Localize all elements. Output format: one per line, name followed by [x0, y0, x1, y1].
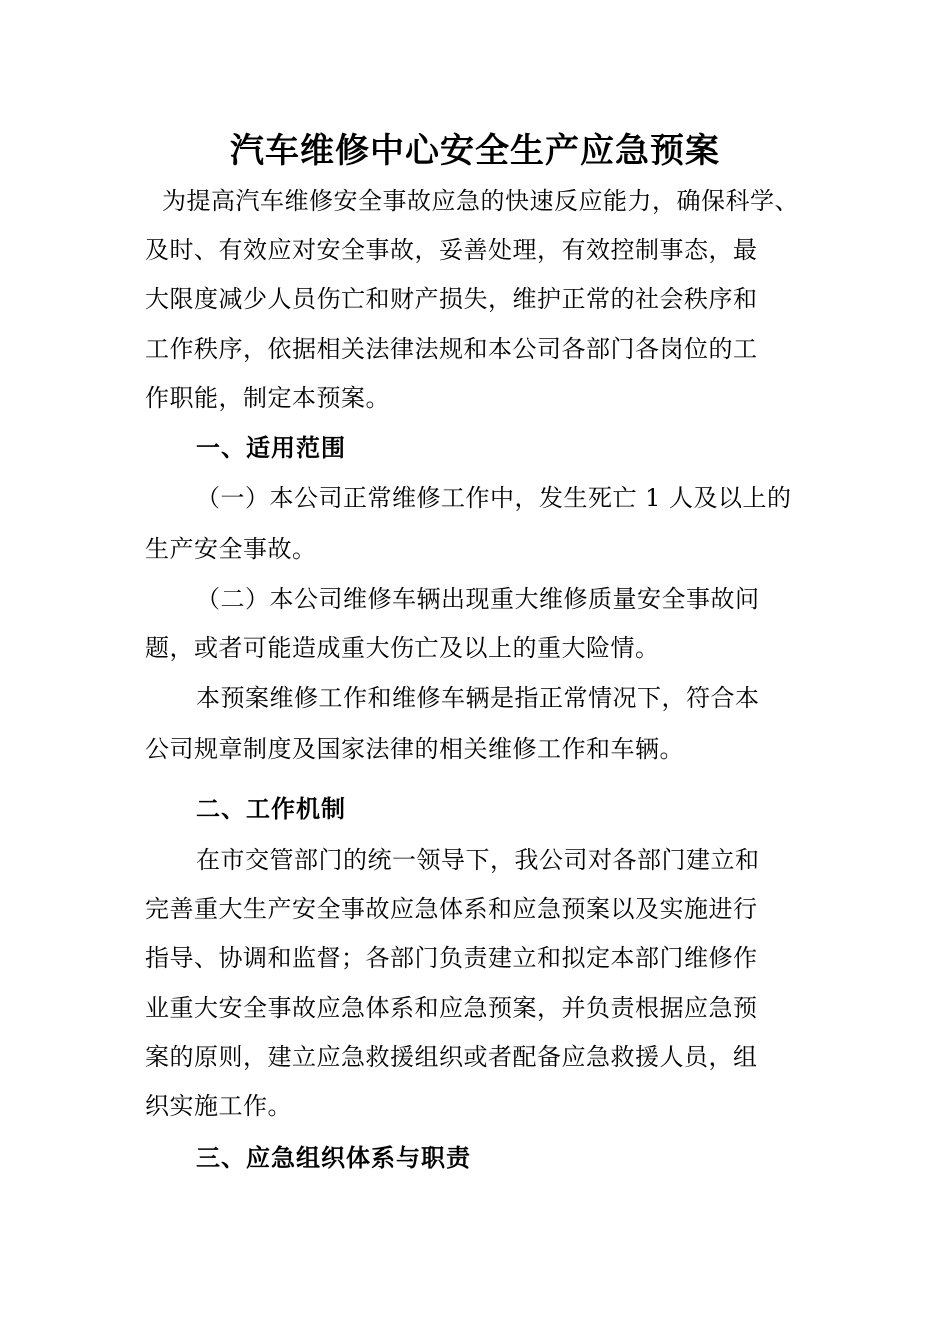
- intro-line-5: 作职能，制定本预案。: [145, 384, 390, 412]
- mechanism-line-5: 案的原则，建立应急救援组织或者配备应急救援人员，组: [145, 1043, 758, 1071]
- mechanism-line-4: 业重大安全事故应急体系和应急预案，并负责根据应急预: [145, 994, 758, 1022]
- mechanism-line-2: 完善重大生产安全事故应急体系和应急预案以及实施进行: [145, 895, 758, 923]
- mechanism-line-3: 指导、协调和监督；各部门负责建立和拟定本部门维修作: [145, 944, 758, 972]
- intro-line-2: 及时、有效应对安全事故，妥善处理，有效控制事态，最: [145, 236, 758, 264]
- mechanism-line-6: 织实施工作。: [145, 1092, 292, 1120]
- intro-line-1: 为提高汽车维修安全事故应急的快速反应能力，确保科学、: [162, 187, 799, 215]
- scope-item-1-line-1: （一）本公司正常维修工作中，发生死亡 1 人及以上的: [196, 484, 792, 512]
- section-heading-scope: 一、适用范围: [196, 434, 346, 462]
- section-heading-mechanism: 二、工作机制: [196, 795, 346, 823]
- document-title: 汽车维修中心安全生产应急预案: [230, 131, 720, 171]
- mechanism-line-1: 在市交管部门的统一领导下，我公司对各部门建立和: [196, 846, 760, 874]
- intro-line-3: 大限度减少人员伤亡和财产损失，维护正常的社会秩序和: [145, 285, 758, 313]
- scope-item-1-line-2: 生产安全事故。: [145, 535, 317, 563]
- scope-note-line-2: 公司规章制度及国家法律的相关维修工作和车辆。: [145, 735, 684, 763]
- scope-note-line-1: 本预案维修工作和维修车辆是指正常情况下，符合本: [196, 684, 760, 712]
- section-heading-organization: 三、应急组织体系与职责: [196, 1144, 471, 1172]
- intro-line-4: 工作秩序，依据相关法律法规和本公司各部门各岗位的工: [145, 335, 758, 363]
- scope-item-2-line-2: 题，或者可能造成重大伤亡及以上的重大险情。: [145, 634, 660, 662]
- scope-item-2-line-1: （二）本公司维修车辆出现重大维修质量安全事故问: [196, 585, 760, 613]
